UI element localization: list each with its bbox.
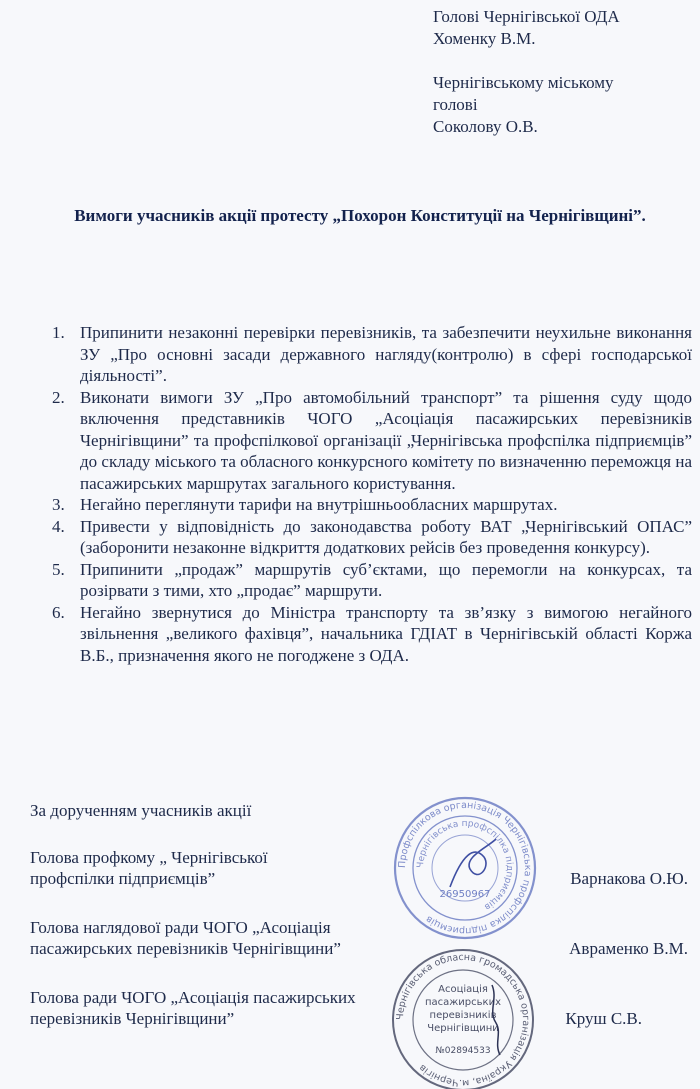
- signature-block-union: [30, 847, 690, 889]
- association-stamp-line: Асоціація: [438, 984, 488, 995]
- demand-number: 2.: [52, 387, 65, 407]
- demand-text: Виконати вимоги ЗУ „Про автомобільний транспорт” та рішення суду щодо включення представників ЧОГО „Асоціація пасажирських перевізників Чернігівщини” та профспілкової організації „Чернігівська профспілка підприємців” до складу міського та обласного конкурсного комітету по визначенню переможця на пасажирських маршрутах загального користування.: [80, 387, 692, 493]
- demand-item: [50, 387, 692, 495]
- demand-number: 4.: [52, 516, 65, 536]
- union-stamp-outer-text: Профспілкова організація Чернігівська профспілка підприємців: [396, 799, 534, 937]
- demand-number: 5.: [52, 559, 65, 579]
- demand-text: Привести у відповідність до законодавства роботу ВАТ „Чернігівський ОПАС” (заборонити незаконне відкриття додаткових рейсів без проведення конкурсу).: [80, 516, 692, 557]
- document-title: Вимоги учасників акції протесту „Похорон Конституції на Чернігівщині”.: [74, 206, 646, 225]
- association-stamp-line: пасажирських: [425, 997, 501, 1008]
- signature-block-supervisory: [30, 917, 690, 959]
- addressee-line: Чернігівському міському: [433, 73, 614, 92]
- demand-item: [50, 322, 692, 387]
- union-stamp-inner-text: Чернігівська профспілка підприємців: [415, 818, 515, 912]
- signature-scribble-icon: [450, 839, 496, 887]
- signature-block-association: [30, 987, 690, 1029]
- signatory-title: Голова профкому „ Чернігівської: [30, 848, 268, 867]
- demand-number: 1.: [52, 323, 65, 342]
- demand-number: 6.: [52, 602, 65, 622]
- demand-item: [50, 494, 692, 516]
- on-behalf-label: За дорученням учасників акції: [30, 801, 252, 820]
- signatory-title: пасажирських перевізників Чернігівщини”: [30, 939, 341, 958]
- union-stamp: [392, 795, 538, 941]
- association-stamp-graphic: [388, 945, 538, 1089]
- union-stamp-code: 26950967: [439, 889, 491, 900]
- demand-text: Припинити незаконні перевірки перевізників, та забезпечити неухильне виконання ЗУ „Про основні засади державного нагляду(контролю) в сфері господарської діяльності”.: [80, 323, 692, 385]
- signatory-title: профспілки підприємців”: [30, 869, 216, 888]
- signatory-title: Голова наглядової ради ЧОГО „Асоціація: [30, 918, 331, 937]
- addressee-block: [433, 6, 693, 138]
- addressee-line: Хоменку В.М.: [433, 29, 536, 48]
- demand-number: 3.: [52, 495, 65, 514]
- signatory-title: Голова ради ЧОГО „Асоціація пасажирських: [30, 988, 356, 1007]
- association-stamp-code: №02894533: [435, 1046, 491, 1056]
- addressee-line: Голові Чернігівської ОДА: [433, 7, 620, 26]
- addressee-line: голові: [433, 95, 478, 114]
- demands-list: [50, 322, 692, 666]
- signatory-name: Круш С.В.: [565, 1009, 642, 1028]
- signatory-title: перевізників Чернігівщини”: [30, 1009, 235, 1028]
- union-stamp-graphic: [392, 795, 538, 941]
- signatory-name: Варнакова О.Ю.: [570, 869, 688, 888]
- demand-item: [50, 516, 692, 559]
- association-stamp: [388, 945, 538, 1089]
- association-stamp-line: перевізників: [429, 1010, 497, 1021]
- demand-text: Припинити „продаж” маршрутів суб’єктами, що перемогли на конкурсах, та розірвати з тими, хто „продає” маршрути.: [80, 559, 692, 600]
- demand-text: Негайно переглянути тарифи на внутрішньообласних маршрутах.: [80, 495, 558, 514]
- association-stamp-line: Чернігівщини: [427, 1023, 499, 1034]
- association-stamp-outer-text: Чернігівська обласна громадська організація Україна, м.Чернігів: [394, 951, 532, 1089]
- demand-text: Негайно звернутися до Міністра транспорту та зв’язку з вимогою негайного звільнення „великого фахівця”, начальника ГДІАТ в Чернігівській області Коржа В.Б., призначення якого не погоджене з ОДА.: [80, 602, 692, 665]
- demand-item: [50, 602, 692, 667]
- addressee-line: Соколову О.В.: [433, 117, 538, 136]
- demand-item: [50, 559, 692, 602]
- signatory-name: Авраменко В.М.: [569, 939, 688, 958]
